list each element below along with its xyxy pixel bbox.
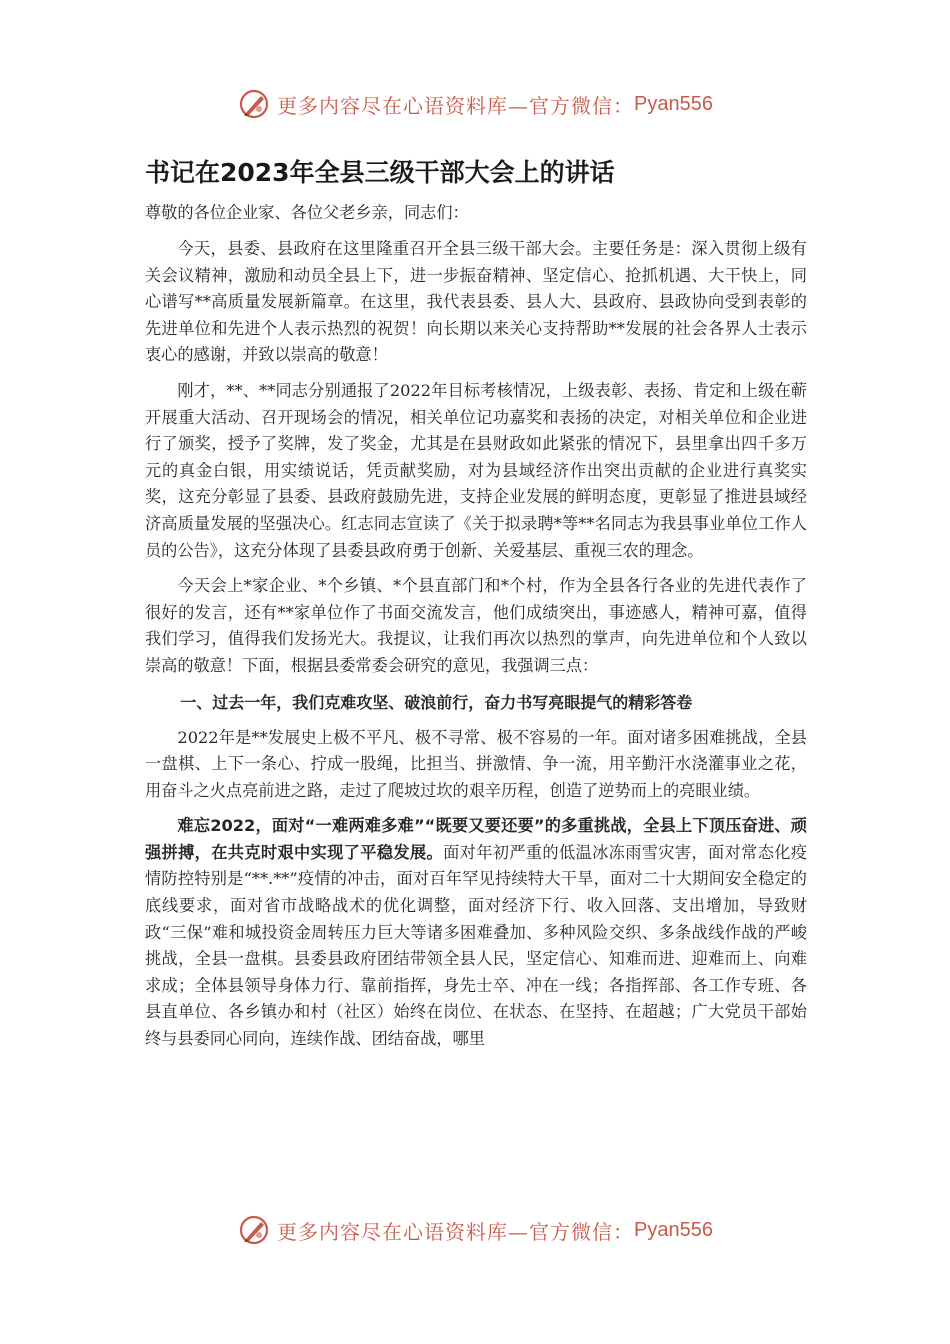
watermark-wechat-id: Pyan556 — [634, 92, 713, 115]
paragraph-2: 刚才，**、**同志分别通报了2022年目标考核情况，上级表彰、表扬、肯定和上级在蕲开展重大活动、召开现场会的情况，相关单位记功嘉奖和表扬的决定，对相关单位和企业进行了颁奖，授予了奖牌，发了奖金，尤其是在县财政如此紧张的情况下，县里拿出四千多万元的真金白银，用实绩说话，凭贡献奖励，对为县域经济作出突出贡献的企业进行真奖实奖，这充分彰显了县委、县政府鼓励先进，支持企业发展的鲜明态度，更彰显了推进县域经济高质量发展的坚强决心。红志同志宣读了《关于拟录聘*等**名同志为我县事业单位工作人员的公告》，这充分体现了县委县政府勇于创新、关爱基层、重视三农的理念。 — [145, 380, 807, 560]
paragraph-4: 2022年是**发展史上极不平凡、极不寻常、极不容易的一年。面对诸多困难挑战，全县一盘棋、上下一条心、拧成一股绳，比担当、拼激情、争一流，用辛勤汗水浇灌事业之花，用奋斗之火点亮前进之路，走过了爬坡过坎的艰辛历程，创造了逆势而上的亮眼业绩。 — [145, 727, 807, 800]
paragraph-5-lead: 难忘2022，面对“一难两难多难”“既要又要还要”的多重挑战，全县上下顶压奋进、顽强拼搏，在共克时艰中实现了平稳发展。 — [145, 816, 807, 862]
pen-logo-icon — [237, 87, 271, 121]
watermark-text: 更多内容尽在心语资料库—官方微信： — [277, 93, 635, 118]
watermark-wechat-id: Pyan556 — [634, 1218, 713, 1241]
pen-logo-icon — [237, 1213, 271, 1247]
salutation: 尊敬的各位企业家、各位父老乡亲，同志们： — [145, 203, 469, 222]
watermark-footer — [0, 1210, 950, 1250]
paragraph-1: 今天，县委、县政府在这里隆重召开全县三级干部大会。主要任务是：深入贯彻上级有关会议精神，激励和动员全县上下，进一步振奋精神、坚定信心、抢抓机遇、大干快上，同心谱写**高质量发展新篇章。在这里，我代表县委、县人大、县政府、县政协向受到表彰的先进单位和先进个人表示热烈的祝贺！向长期以来关心支持帮助**发展的社会各界人士表示衷心的感谢，并致以崇高的敬意！ — [145, 239, 807, 365]
document-title: 书记在2023年全县三级干部大会上的讲话 — [145, 158, 615, 187]
section-heading-1: 一、过去一年，我们克难攻坚、破浪前行，奋力书写亮眼提气的精彩答卷 — [180, 692, 693, 712]
paragraph-5-body: 面对年初严重的低温冰冻雨雪灾害，面对常态化疫情防控特别是“**.**”疫情的冲击，面对百年罕见持续特大干旱，面对二十大期间安全稳定的底线要求，面对省市战略战术的优化调整，面对经济下行、收入回落、支出增加，导致财政“三保”难和城投资金周转压力巨大等诸多困难叠加、多种风险交织、多条战线作战的严峻挑战，全县一盘棋。县委县政府团结带领全县人民，坚定信心、知难而进、迎难而上、向难求成；全体县领导身体力行、靠前指挥，身先士卒、冲在一线；各指挥部、各工作专班、各县直单位、各乡镇办和村（社区）始终在岗位、在状态、在坚持、在超越；广大党员干部始终与县委同心同向，连续作战、团结奋战，哪里 — [145, 842, 808, 1049]
document-page — [145, 148, 807, 1062]
watermark-header — [0, 84, 950, 124]
paragraph-5 — [145, 813, 807, 1052]
paragraph-3: 今天会上*家企业、*个乡镇、*个县直部门和*个村，作为全县各行各业的先进代表作了很好的发言，还有**家单位作了书面交流发言，他们成绩突出，事迹感人，精神可嘉，值得我们学习，值得我们发扬光大。我提议，让我们再次以热烈的掌声，向先进单位和个人致以崇高的敬意！下面，根据县委常委会研究的意见，我强调三点： — [145, 576, 807, 675]
watermark-text: 更多内容尽在心语资料库—官方微信： — [277, 1219, 635, 1244]
